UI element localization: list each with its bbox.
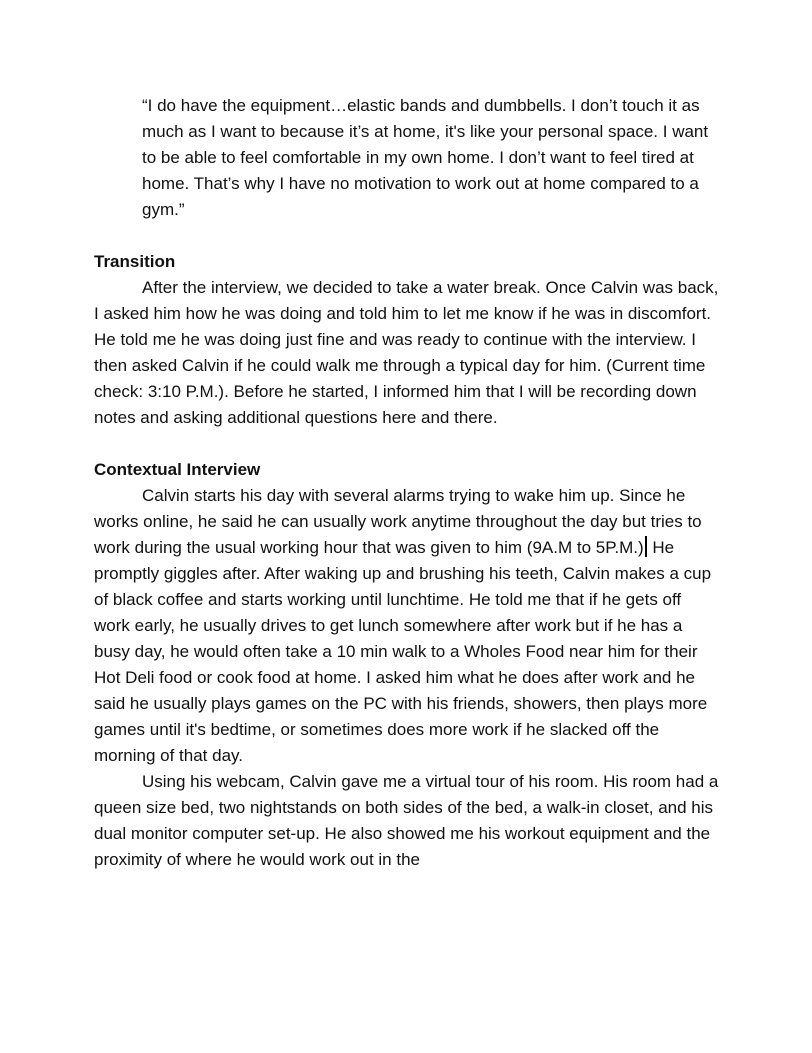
contextual-paragraph-1[interactable] <box>94 483 720 769</box>
contextual-paragraph-2: Using his webcam, Calvin gave me a virtual tour of his room. His room had a queen size bed, two nightstands on both sides of the bed, a walk-in closet, and his dual monitor computer set-up. He also showed me his workout equipment and the proximity of where he would work out in the <box>94 772 719 869</box>
paragraph-text-after-caret: He promptly giggles after. After waking up and brushing his teeth, Calvin makes a cup of black coffee and starts working until lunchtime. He told me that if he gets off work early, he usually drives to get lunch somewhere after work but if he has a busy day, he would often take a 10 min walk to a Wholes Food near him for their Hot Deli food or cook food at home. I asked him what he does after work and he said he usually plays games on the PC with his friends, showers, then plays more games until it's bedtime, or sometimes does more work if he slacked off the morning of that day. <box>94 538 712 765</box>
spacer <box>94 431 720 457</box>
transition-paragraph: After the interview, we decided to take a water break. Once Calvin was back, I asked him how he was doing and told him to let me know if he was in discomfort. He told me he was doing just fine and was ready to continue with the interview. I then asked Calvin if he could walk me through a typical day for him. (Current time check: 3:10 P.M.). Before he started, I informed him that I will be recording down notes and asking additional questions here and there. <box>94 278 719 427</box>
interview-quote: “I do have the equipment…elastic bands and dumbbells. I don’t touch it as much as I want to because it’s at home, it's like your personal space. I want to be able to feel comfortable in my own home. I don’t want to feel tired at home. That’s why I have no motivation to work out at home compared to a gym.” <box>142 96 709 219</box>
text-cursor <box>645 536 647 557</box>
paragraph-text-before-caret: Calvin starts his day with several alarms trying to wake him up. Since he works online, he said he can usually work anytime throughout the day but tries to work during the usual working hour that was given to him (9A.M to 5P.M.) <box>94 486 702 557</box>
section-heading-contextual-interview: Contextual Interview <box>94 460 261 479</box>
section-heading-transition: Transition <box>94 252 176 271</box>
spacer <box>94 223 720 249</box>
document-page <box>94 93 720 873</box>
